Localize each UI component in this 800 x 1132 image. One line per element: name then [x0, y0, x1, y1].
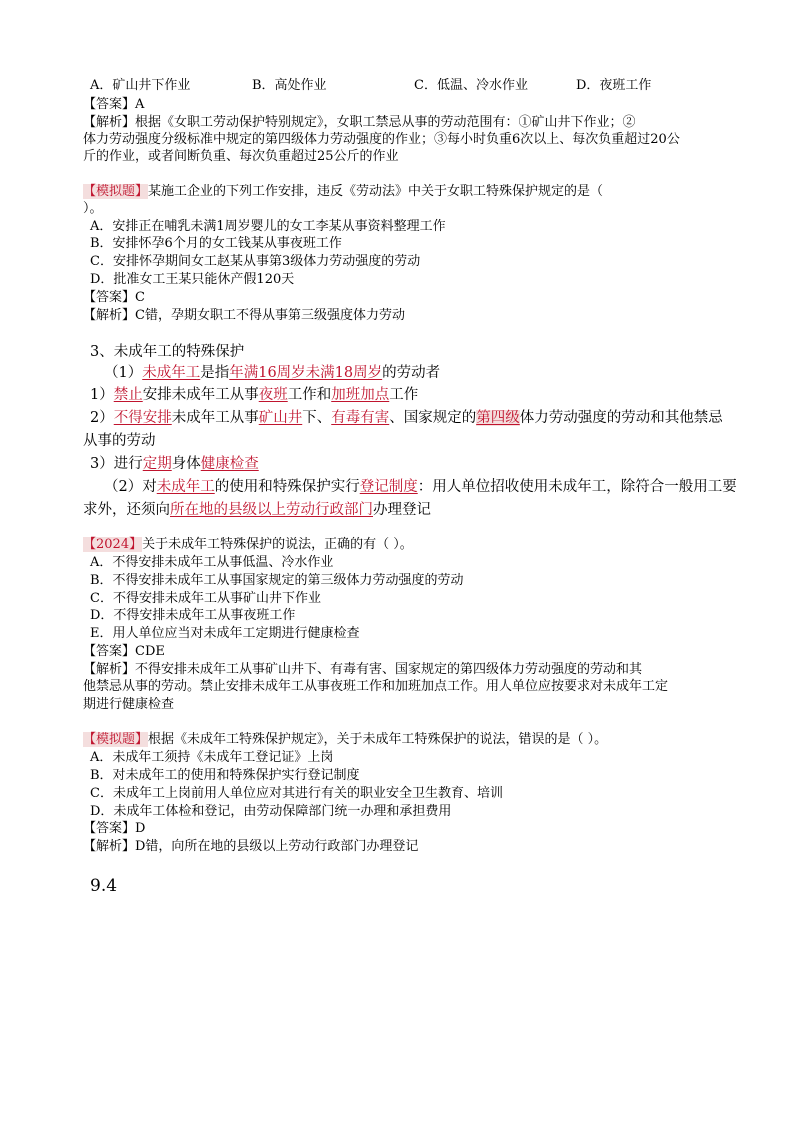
q2-option-a: A．不得安排未成年工从事低温、冷水作业: [90, 555, 334, 570]
q0-analysis-line: 【解析】根据《女职工劳动保护特别规定》，女职工禁忌从事的劳动范围有：①矿山井下作业；②: [83, 115, 636, 130]
q0-answer: 【答案】A: [83, 97, 145, 112]
keyword-highlight: 健康检查: [200, 456, 259, 472]
keyword-highlight: 未成年工: [156, 479, 215, 495]
section-paragraph-cont: 从事的劳动: [83, 433, 156, 449]
q0-analysis-line: 斤的作业，或者间断负重、每次负重超过25公斤的作业: [83, 149, 399, 164]
keyword-highlight: 所在地的县级以上劳动行政部门: [170, 502, 373, 518]
q1-option-a: A．安排正在哺乳未满1周岁婴儿的女工李某从事资料整理工作: [90, 219, 446, 234]
section-paragraph: （1）未成年工是指年满16周岁未满18周岁的劳动者: [104, 365, 441, 381]
keyword-highlight: 未成年工: [142, 365, 201, 381]
q1-stem-cont: ）。: [83, 201, 103, 216]
q0-analysis-line: 体力劳动强度分级标准中规定的第四级体力劳动强度的作业；③每小时负重6次以上、每次负重超过20公: [83, 132, 680, 147]
question-tag: 【2024】: [83, 537, 143, 552]
q1-analysis: 【解析】C错，孕期女职工不得从事第三级强度体力劳动: [83, 308, 405, 323]
keyword-highlight: 禁止: [113, 387, 143, 403]
q2-analysis-line: 期进行健康检查: [83, 697, 175, 712]
q1-option-c: C．安排怀孕期间女工赵某从事第3级体力劳动强度的劳动: [90, 254, 421, 269]
question-tag: 【模拟题】: [83, 184, 149, 199]
section-paragraph: 2）不得安排未成年工从事矿山井下、有毒有害、国家规定的第四级体力劳动强度的劳动和其他禁忌: [90, 410, 723, 426]
keyword-highlight: 定期: [142, 456, 172, 472]
keyword-highlight: 矿山井: [258, 410, 303, 426]
keyword-highlight: 有毒有害: [331, 410, 390, 426]
q0-option-c: C．低温、冷水作业: [414, 78, 528, 93]
keyword-highlight: 登记制度: [359, 479, 418, 495]
q2-answer: 【答案】CDE: [83, 644, 165, 659]
q1-option-b: B．安排怀孕6个月的女工钱某从事夜班工作: [90, 236, 342, 251]
q2-option-b: B．不得安排未成年工从事国家规定的第三级体力劳动强度的劳动: [90, 573, 464, 588]
q3-option-b: B．对未成年工的使用和特殊保护实行登记制度: [90, 768, 360, 783]
section-paragraph: （2）对未成年工的使用和特殊保护实行登记制度：用人单位招收使用未成年工，除符合一般用工要: [104, 479, 737, 495]
q2-option-d: D．不得安排未成年工从事夜班工作: [90, 608, 296, 623]
page-number: 9.4: [90, 876, 118, 896]
section-paragraph: 3）进行定期身体健康检查: [90, 456, 259, 472]
q3-option-d: D．未成年工体检和登记，由劳动保障部门统一办理和承担费用: [90, 804, 452, 819]
keyword-highlight: 不得安排: [113, 410, 172, 426]
q1-answer: 【答案】C: [83, 290, 145, 305]
q3-option-c: C．未成年工上岗前用人单位应对其进行有关的职业安全卫生教育、培训: [90, 786, 503, 801]
q1-stem: 【模拟题】某施工企业的下列工作安排，违反《劳动法》中关于女职工特殊保护规定的是（: [83, 184, 604, 199]
q2-option-c: C．不得安排未成年工从事矿山井下作业: [90, 591, 321, 606]
q2-analysis-line: 他禁忌从事的劳动。禁止安排未成年工从事夜班工作和加班加点工作。用人单位应按要求对未成年工定: [83, 679, 669, 694]
q1-option-d: D．批准女工王某只能休产假120天: [90, 272, 295, 287]
section-paragraph-cont: 求外，还须向所在地的县级以上劳动行政部门办理登记: [83, 502, 431, 518]
question-tag: 【模拟题】: [83, 732, 149, 747]
q0-options: [90, 77, 651, 94]
q3-answer: 【答案】D: [83, 821, 146, 836]
keyword-highlight: 年满16周岁未满18周岁: [229, 365, 383, 381]
section-paragraph: 1）禁止安排未成年工从事夜班工作和加班加点工作: [90, 387, 419, 403]
q2-stem: 【2024】关于未成年工特殊保护的说法，正确的有（ ）。: [83, 537, 413, 552]
q3-option-a: A．未成年工须持《未成年工登记证》上岗: [90, 750, 334, 765]
keyword-highlight: 夜班: [258, 387, 288, 403]
q0-option-a: A．矿山井下作业: [90, 78, 191, 93]
q2-option-e: E．用人单位应当对未成年工定期进行健康检查: [90, 626, 360, 641]
q3-stem: 【模拟题】根据《未成年工特殊保护规定》，关于未成年工特殊保护的说法，错误的是（ ）。: [83, 732, 608, 747]
section-title: 3、未成年工的特殊保护: [90, 344, 245, 360]
q0-option-d: D．夜班工作: [576, 78, 652, 93]
q2-analysis-line: 【解析】不得安排未成年工从事矿山井下、有毒有害、国家规定的第四级体力劳动强度的劳动和其: [83, 662, 643, 677]
keyword-highlight: 加班加点: [331, 387, 390, 403]
q0-option-b: B．高处作业: [252, 78, 327, 93]
q3-analysis: 【解析】D错，向所在地的县级以上劳动行政部门办理登记: [83, 839, 419, 854]
keyword-highlight: 第四级: [476, 410, 520, 426]
